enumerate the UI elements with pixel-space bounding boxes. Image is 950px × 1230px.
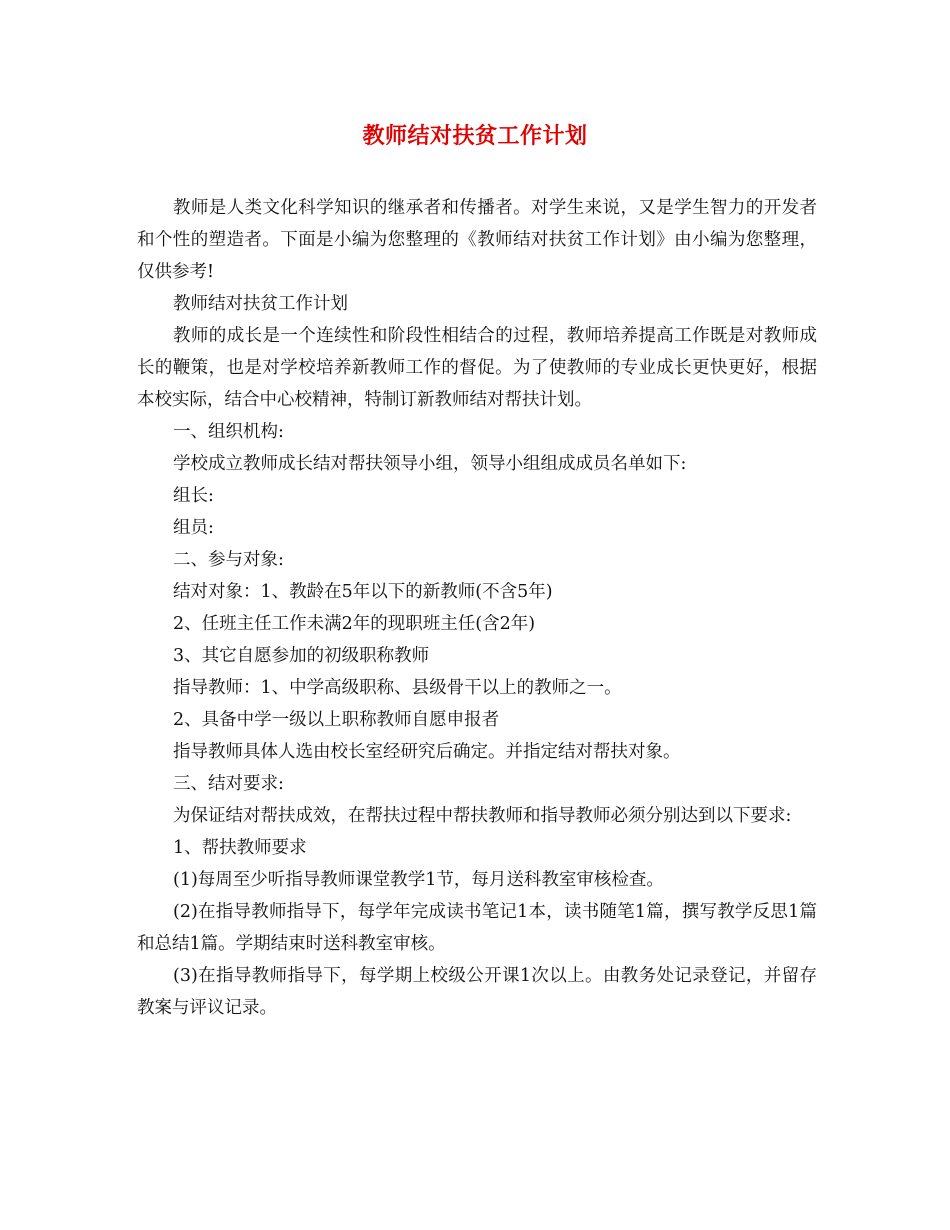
paragraph-mentor-selection: 指导教师具体人选由校长室经研究后确定。并指定结对帮扶对象。 [173, 742, 681, 762]
paragraph-group-leader: 组长: [173, 486, 214, 506]
document-body [137, 192, 817, 1024]
section-heading-participants: 二、参与对象: [173, 550, 284, 570]
list-item: 3、其它自愿参加的初级职称教师 [173, 646, 430, 666]
list-item: 指导教师：1、中学高级职称、县级骨干以上的教师之一。 [173, 678, 622, 698]
list-item: (1)每周至少听指导教师课堂教学1节，每月送科教室审核检查。 [173, 870, 664, 890]
paragraph-intro: 教师是人类文化科学知识的继承者和传播者。对学生来说，又是学生智力的开发者和个性的塑造者。下面是小编为您整理的《教师结对扶贫工作计划》由小编为您整理，仅供参考! [137, 198, 817, 282]
paragraph-growth: 教师的成长是一个连续性和阶段性相结合的过程，教师培养提高工作既是对教师成长的鞭策，也是对学校培养新教师工作的督促。为了使教师的专业成长更快更好，根据本校实际，结合中心校精神，特制订新教师结对帮扶计划。 [137, 326, 817, 410]
subheading-mentee-requirements: 1、帮扶教师要求 [173, 838, 307, 858]
list-item: (2)在指导教师指导下，每学年完成读书笔记1本，读书随笔1篇，撰写教学反思1篇和总结1篇。学期结束时送科教室审核。 [137, 902, 817, 954]
list-item: 2、任班主任工作未满2年的现职班主任(含2年) [173, 614, 536, 634]
list-item: (3)在指导教师指导下，每学期上校级公开课1次以上。由教务处记录登记，并留存教案与评议记录。 [137, 966, 817, 1018]
section-heading-requirements: 三、结对要求: [173, 774, 284, 794]
paragraph-subtitle: 教师结对扶贫工作计划 [173, 294, 348, 314]
list-item: 结对对象：1、教龄在5年以下的新教师(不含5年) [173, 582, 553, 602]
section-heading-organization: 一、组织机构: [173, 422, 284, 442]
paragraph-requirements-intro: 为保证结对帮扶成效，在帮扶过程中帮扶教师和指导教师必须分别达到以下要求: [173, 806, 792, 826]
paragraph-leadership-group: 学校成立教师成长结对帮扶领导小组，领导小组组成成员名单如下: [173, 454, 687, 474]
list-item: 2、具备中学一级以上职称教师自愿申报者 [173, 710, 500, 730]
document-title: 教师结对扶贫工作计划 [362, 123, 588, 149]
paragraph-group-members: 组员: [173, 518, 214, 538]
